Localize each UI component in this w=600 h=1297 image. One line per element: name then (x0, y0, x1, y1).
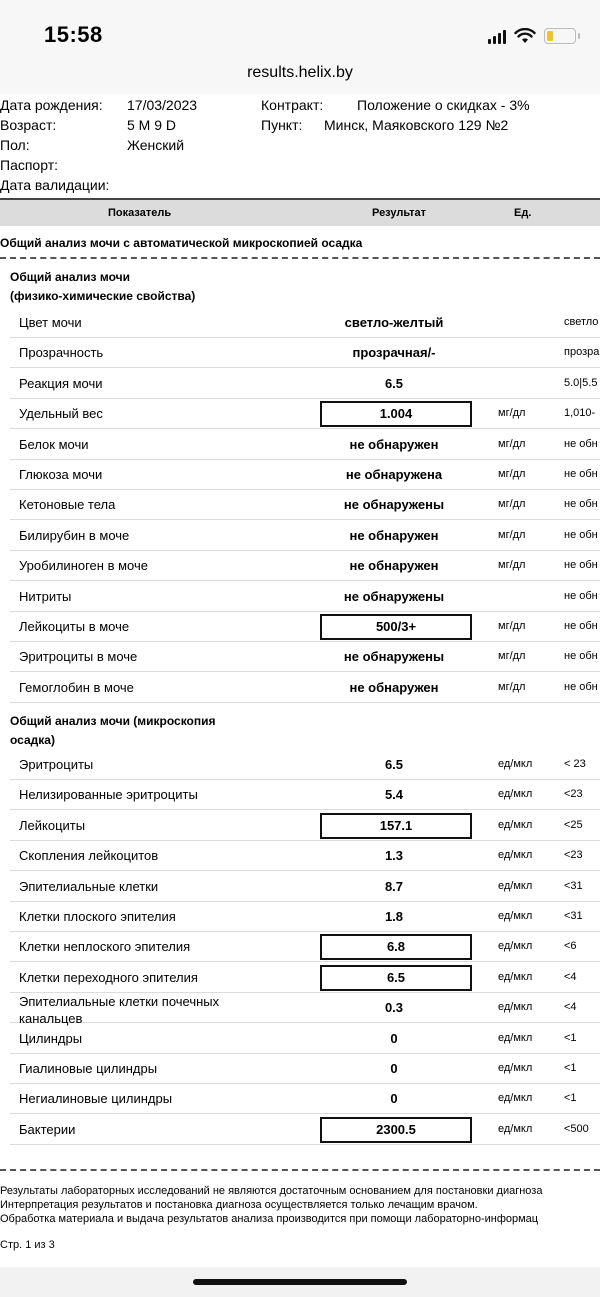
row-reference-range: 5.0|5.5 (564, 376, 598, 389)
point-label: Пункт: (261, 117, 303, 133)
row-reference-range: < 23 (564, 758, 586, 770)
row-unit: ед/мкл (498, 1031, 533, 1044)
row-result: 0 (390, 1030, 398, 1046)
row-result: не обнаружена (345, 467, 443, 482)
lab-report-document[interactable] (0, 94, 600, 1267)
row-result: 6.5 (384, 375, 404, 391)
row-unit: мг/дл (498, 559, 526, 572)
row-indicator: Эритроциты (19, 757, 94, 772)
page-number: Стр. 1 из 3 (0, 1239, 55, 1251)
table-row (10, 749, 600, 780)
row-indicator: Уробилиноген в моче (19, 558, 148, 574)
row-reference-range: <4 (564, 1001, 577, 1014)
status-time: 15:58 (44, 22, 103, 47)
table-row (10, 962, 600, 993)
row-unit: ед/мкл (498, 788, 533, 801)
address-bar[interactable] (0, 60, 600, 94)
row-result: 5.4 (384, 787, 404, 803)
row-result: прозрачная/- (352, 345, 436, 361)
row-unit: ед/мкл (498, 758, 533, 770)
row-unit: ед/мкл (498, 818, 533, 831)
table-row (10, 641, 600, 672)
row-unit: ед/мкл (498, 940, 533, 953)
row-reference-range: <25 (564, 818, 583, 831)
row-reference-range: не обн (564, 437, 598, 450)
row-indicator: Клетки переходного эпителия (19, 969, 198, 985)
table-row (10, 810, 600, 841)
table-row (10, 550, 600, 581)
row-result: светло-желтый (344, 315, 444, 330)
table-row (10, 520, 600, 551)
dob-value: 17/03/2023 (127, 97, 198, 113)
row-reference-range: <4 (564, 970, 577, 983)
table-row (10, 611, 600, 642)
row-reference-range: не обн (564, 620, 598, 632)
row-result: 0 (390, 1061, 398, 1076)
row-unit: мг/дл (498, 528, 526, 541)
row-reference-range: не обн (564, 680, 598, 693)
table-row (10, 489, 600, 520)
row-reference-range: не обн (564, 589, 598, 602)
table-row (10, 992, 600, 1027)
battery-icon (544, 28, 576, 44)
table-row (10, 459, 600, 490)
row-result-flagged: 2300.5 (320, 1117, 472, 1143)
age-value: 5 M 9 D (127, 117, 177, 133)
row-result: 1.8 (384, 909, 404, 924)
row-indicator: Лейкоциты в моче (19, 619, 130, 634)
row-indicator: Прозрачность (19, 345, 104, 361)
table-header (0, 198, 600, 226)
row-result: не обнаружен (349, 436, 439, 452)
row-indicator: Цилиндры (19, 1030, 83, 1046)
row-indicator: Бактерии (19, 1121, 76, 1137)
row-reference-range: не обн (564, 528, 598, 541)
validation-date-label: Дата валидации: (0, 177, 110, 193)
row-result-flagged: 500/3+ (320, 614, 472, 640)
table-row (10, 779, 600, 810)
row-indicator: Негиалиновые цилиндры (19, 1091, 173, 1107)
row-result: не обнаружены (343, 497, 445, 513)
row-indicator: Билирубин в моче (19, 527, 130, 543)
row-result: 0 (390, 1091, 398, 1107)
row-reference-range: не обн (564, 498, 598, 511)
row-indicator: Кетоновые тела (19, 497, 116, 513)
row-reference-range: <31 (564, 910, 583, 922)
row-unit: мг/дл (498, 468, 526, 480)
table-row (10, 337, 600, 368)
row-unit: мг/дл (498, 680, 526, 693)
row-unit: мг/дл (498, 650, 526, 663)
sex-label: Пол: (0, 137, 30, 153)
footer-disclaimer-1: Результаты лабораторных исследований не являются достаточным основанием для постановки диагноза (0, 1185, 543, 1197)
row-reference-range: <23 (564, 849, 583, 862)
row-unit: ед/мкл (498, 879, 533, 892)
row-reference-range: прозра (564, 346, 600, 359)
table-row (10, 581, 600, 612)
row-reference-range: не обн (564, 468, 598, 480)
row-reference-range: <1 (564, 1062, 577, 1074)
row-indicator: Эритроциты в моче (19, 649, 138, 665)
row-indicator: Белок мочи (19, 436, 89, 452)
row-unit: мг/дл (498, 407, 526, 420)
row-result-flagged: 6.8 (320, 934, 472, 960)
section-title-chem: Общий анализ мочи (физико-химические свойства) (10, 270, 196, 303)
url-text: results.helix.by (247, 64, 353, 81)
point-value: Минск, Маяковского 129 №2 (324, 117, 509, 133)
footer-divider (0, 1169, 600, 1171)
bottom-bar (0, 1267, 600, 1297)
row-reference-range: не обн (564, 650, 598, 663)
table-row (10, 368, 600, 399)
status-bar (0, 0, 600, 60)
row-reference-range: светло (564, 316, 599, 328)
table-row (10, 840, 600, 871)
row-unit: ед/мкл (498, 1062, 533, 1074)
row-unit: ед/мкл (498, 970, 533, 983)
row-result: 0.3 (384, 1000, 404, 1016)
table-row (10, 429, 600, 460)
row-indicator: Клетки неплоского эпителия (19, 939, 191, 955)
row-reference-range: не обн (564, 559, 598, 572)
table-row (10, 1053, 600, 1084)
sex-value: Женский (127, 137, 185, 153)
row-indicator: Нелизированные эритроциты (19, 787, 198, 803)
row-result: не обнаружен (349, 558, 439, 574)
row-unit: ед/мкл (498, 1122, 533, 1135)
table-row (10, 1023, 600, 1054)
row-result: не обнаружены (343, 649, 445, 665)
row-reference-range: <31 (564, 879, 583, 892)
row-unit: мг/дл (498, 620, 526, 632)
row-result: не обнаружены (343, 588, 445, 604)
table-row (10, 931, 600, 962)
signal-bars-icon (488, 28, 506, 44)
table-row (10, 1114, 600, 1145)
row-result: не обнаружен (349, 679, 439, 695)
row-indicator: Клетки плоского эпителия (19, 909, 176, 924)
row-reference-range: 1,010- (564, 407, 596, 420)
table-row (10, 307, 600, 338)
row-result: 8.7 (384, 878, 404, 894)
row-result-flagged: 157.1 (320, 813, 472, 839)
row-indicator: Эпителиальные клетки (19, 878, 159, 894)
home-indicator[interactable] (193, 1279, 407, 1285)
status-icons (488, 26, 576, 46)
row-reference-range: <500 (564, 1122, 589, 1135)
row-unit: мг/дл (498, 437, 526, 450)
row-indicator: Эпителиальные клетки почечных канальцев (19, 994, 220, 1027)
table-row (10, 398, 600, 429)
header-unit: Ед. (514, 207, 532, 219)
row-indicator: Гиалиновые цилиндры (19, 1061, 158, 1076)
row-indicator: Лейкоциты (19, 817, 86, 833)
wifi-icon (514, 28, 536, 44)
section-title-micro: Общий анализ мочи (микроскопия осадка) (10, 714, 216, 747)
footer-disclaimer-3: Обработка материала и выдача результатов анализа производится при помощи лабораторно-информац (0, 1213, 539, 1225)
row-indicator: Удельный вес (19, 406, 103, 422)
table-row (10, 672, 600, 703)
age-label: Возраст: (0, 117, 57, 133)
row-indicator: Нитриты (19, 588, 72, 604)
row-indicator: Скопления лейкоцитов (19, 848, 159, 864)
footer-disclaimer-2: Интерпретация результатов и постановка диагноза осуществляется только лечащим врачом. (0, 1199, 478, 1211)
row-indicator: Цвет мочи (19, 315, 82, 330)
passport-label: Паспорт: (0, 157, 58, 173)
row-indicator: Глюкоза мочи (19, 467, 103, 482)
row-unit: мг/дл (498, 498, 526, 511)
row-reference-range: <23 (564, 788, 583, 801)
header-result: Результат (372, 207, 427, 219)
contract-label: Контракт: (261, 97, 324, 113)
table-row (10, 1083, 600, 1114)
row-indicator: Гемоглобин в моче (19, 679, 134, 695)
dob-label: Дата рождения: (0, 97, 103, 113)
row-unit: ед/мкл (498, 1001, 533, 1014)
table-row (10, 901, 600, 932)
row-reference-range: <1 (564, 1092, 577, 1105)
section-divider (0, 257, 600, 259)
header-indicator: Показатель (108, 207, 172, 219)
row-result: не обнаружен (349, 527, 439, 543)
analysis-title: Общий анализ мочи с автоматической микроскопией осадка (0, 236, 363, 250)
contract-value: Положение о скидках - 3% (357, 97, 530, 113)
row-reference-range: <1 (564, 1031, 577, 1044)
row-result: 6.5 (384, 757, 404, 772)
row-result: 1.3 (384, 848, 404, 864)
row-unit: ед/мкл (498, 910, 533, 922)
row-result-flagged: 6.5 (320, 965, 472, 991)
row-result-flagged: 1.004 (320, 401, 472, 427)
row-reference-range: <6 (564, 940, 577, 953)
row-unit: ед/мкл (498, 849, 533, 862)
row-indicator: Реакция мочи (19, 375, 103, 391)
row-unit: ед/мкл (498, 1092, 533, 1105)
table-row (10, 871, 600, 902)
